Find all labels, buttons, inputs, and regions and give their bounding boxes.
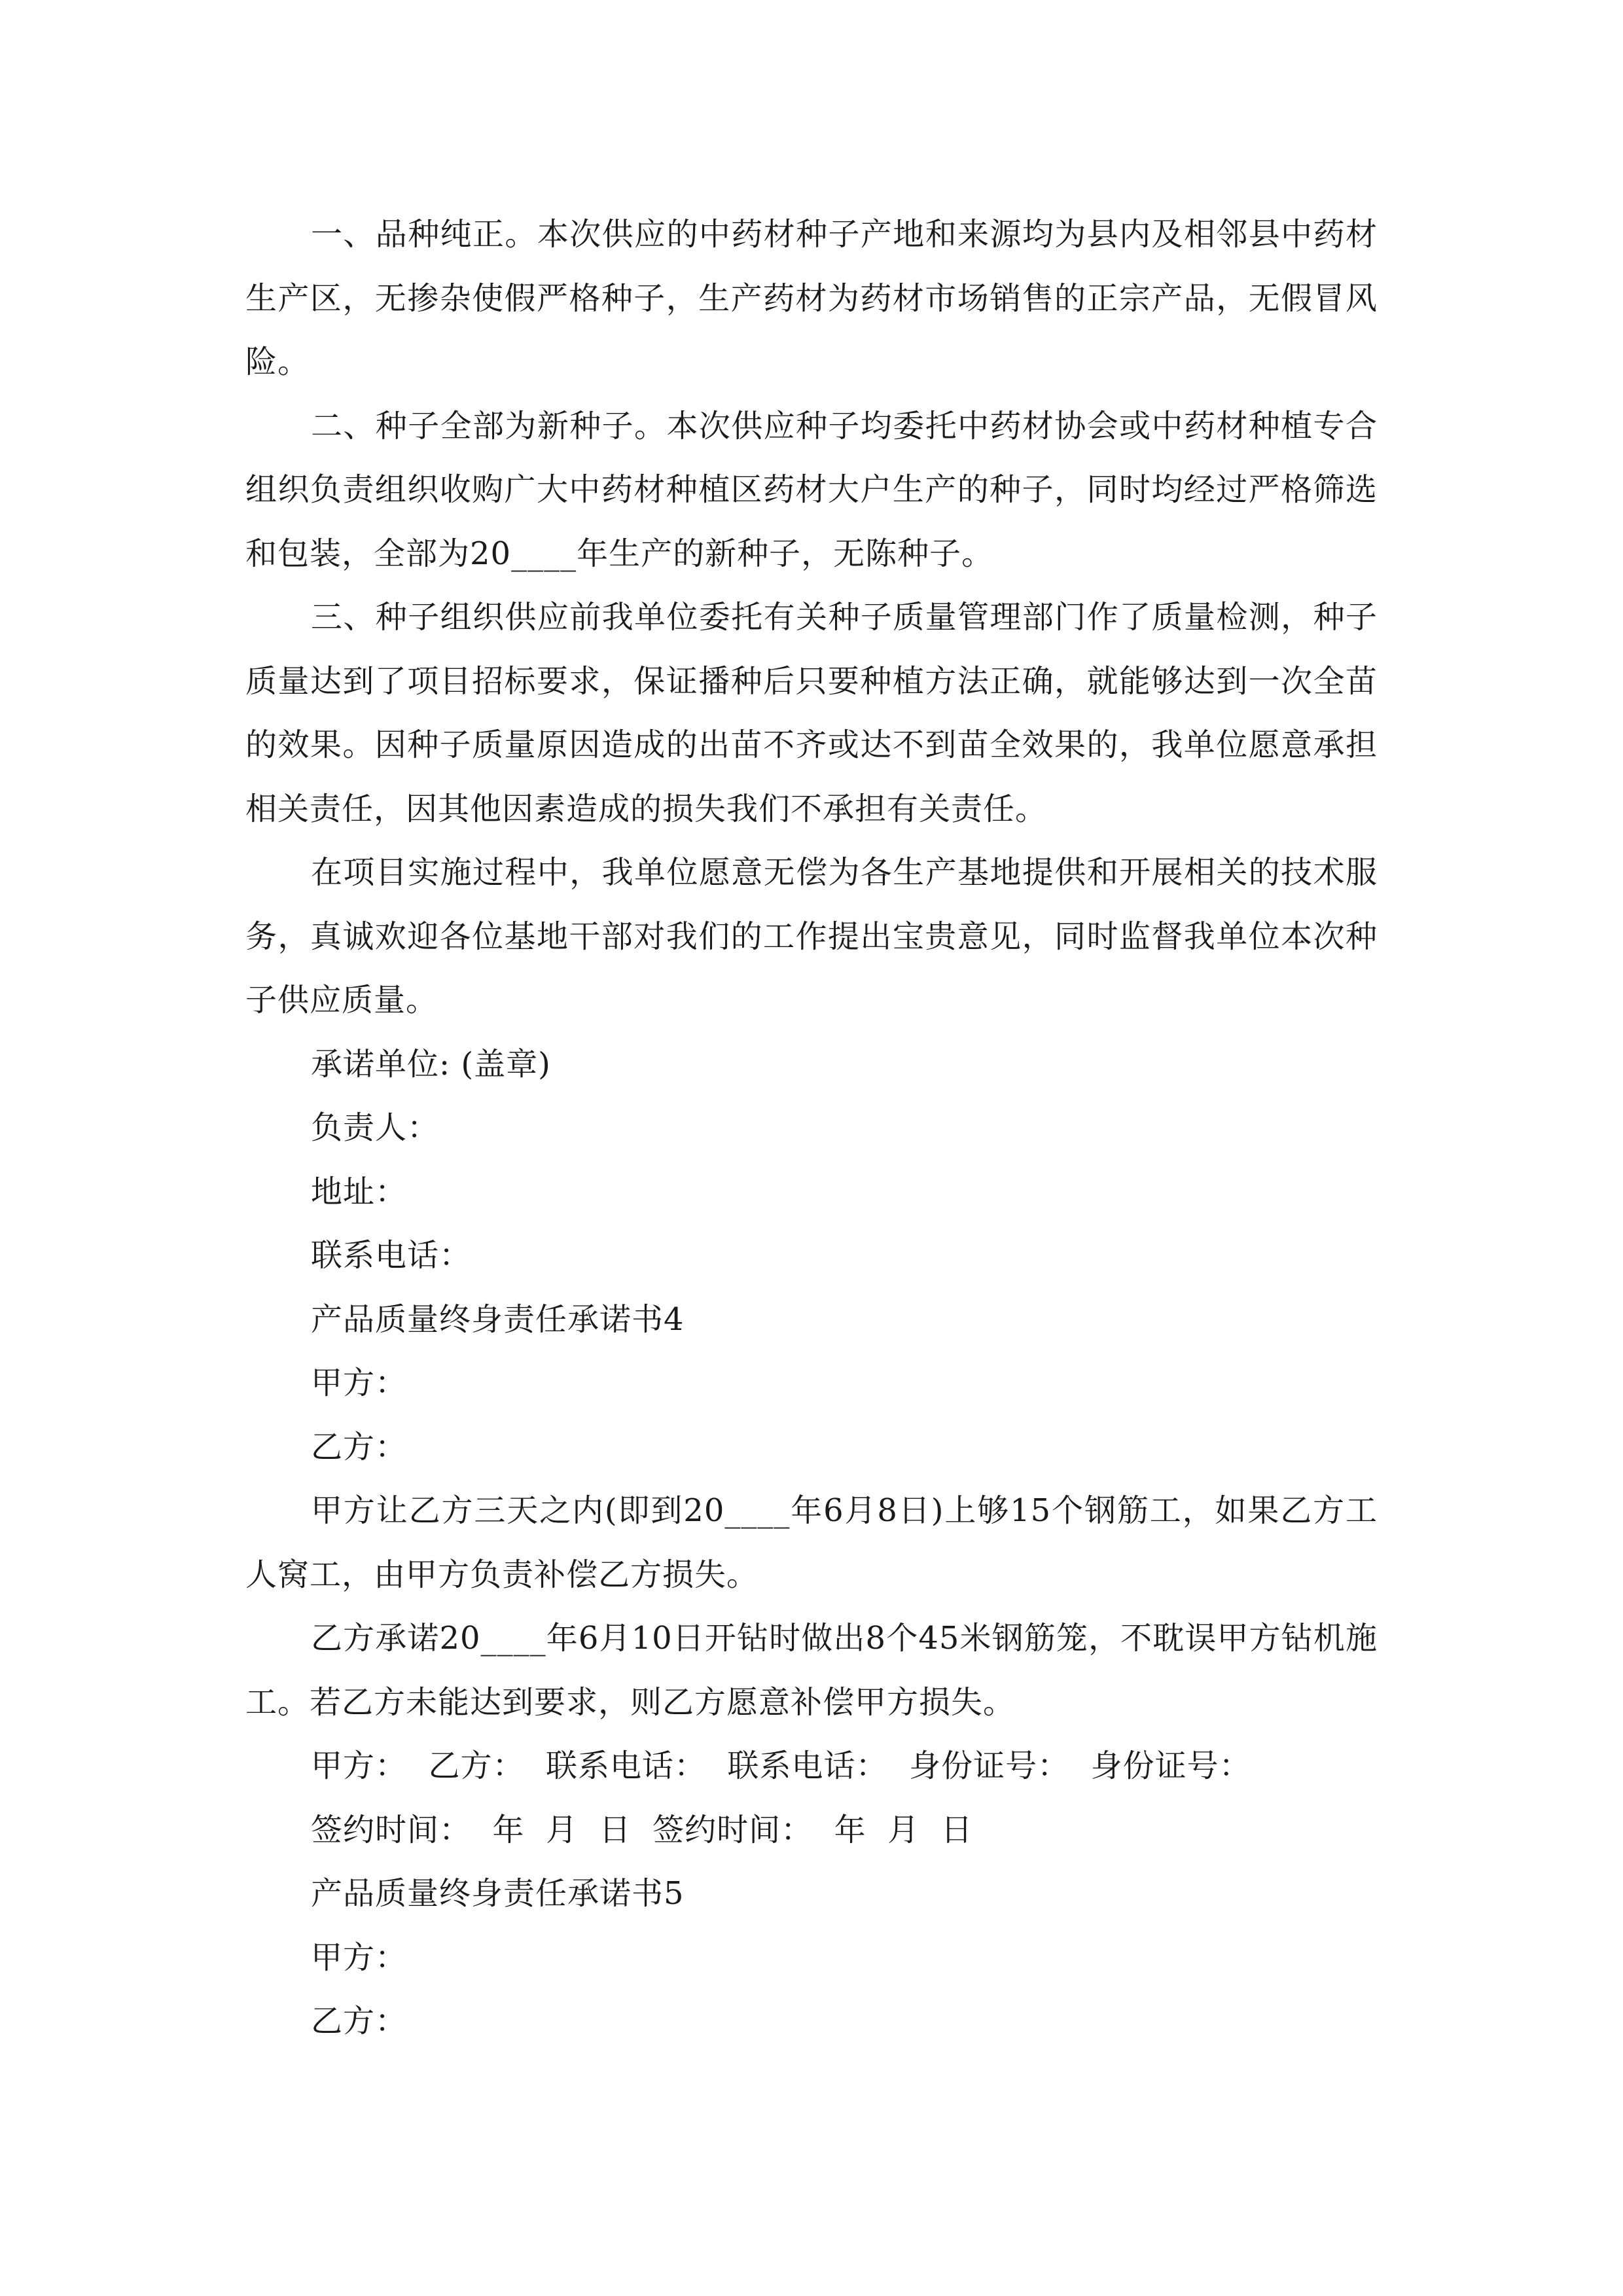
section-5-title: 产品质量终身责任承诺书5 [311, 1875, 685, 1912]
section-4-party-a: 甲方： [311, 1365, 408, 1401]
section-5-party-a: 甲方： [311, 1939, 408, 1976]
section-4-party-b: 乙方： [311, 1428, 408, 1465]
promising-unit-label: 承诺单位: (盖章) [311, 1045, 551, 1083]
paragraph-new-seeds: 二、种子全部为新种子。本次供应种子均委托中药材协会或中药材种植专合组织负责组织收购广大中药材种植区药材大户生产的种子，同时均经过严格筛选和包装，全部为20____年生产的新种子，无陈种子。 [245, 407, 1378, 572]
responsible-person-label: 负责人： [311, 1109, 440, 1146]
section-5-party-b: 乙方： [311, 2003, 408, 2039]
phone-label: 联系电话： [311, 1237, 472, 1274]
paragraph-variety-purity: 一、品种纯正。本次供应的中药材种子产地和来源均为县内及相邻县中药材生产区，无掺杂使假严格种子，生产药材为药材市场销售的正宗产品，无假冒风险。 [245, 216, 1378, 380]
section-4-date-line: 签约时间： 年 月 日 签约时间： 年 月 日 [311, 1811, 973, 1848]
section-4-paragraph-rebar-cages: 乙方承诺20____年6月10日开钻时做出8个45米钢筋笼，不耽误甲方钻机施工。若乙方未能达到要求，则乙方愿意补偿甲方损失。 [245, 1620, 1378, 1721]
section-4-paragraph-workers: 甲方让乙方三天之内(即到20____年6月8日)上够15个钢筋工，如果乙方工人窝工，由甲方负责补偿乙方损失。 [245, 1492, 1378, 1593]
section-4-signature-line: 甲方： 乙方： 联系电话： 联系电话： 身份证号： 身份证号： [311, 1748, 1251, 1784]
address-label: 地址： [311, 1173, 408, 1210]
document-body [245, 203, 1378, 2054]
section-4-title: 产品质量终身责任承诺书4 [311, 1300, 685, 1338]
paragraph-technical-service: 在项目实施过程中，我单位愿意无偿为各生产基地提供和开展相关的技术服务，真诚欢迎各位基地干部对我们的工作提出宝贵意见，同时监督我单位本次种子供应质量。 [245, 854, 1378, 1018]
paragraph-quality-inspection: 三、种子组织供应前我单位委托有关种子质量管理部门作了质量检测，种子质量达到了项目招标要求，保证播种后只要种植方法正确，就能够达到一次全苗的效果。因种子质量原因造成的出苗不齐或达不到苗全效果的，我单位愿意承担相关责任，因其他因素造成的损失我们不承担有关责任。 [245, 599, 1378, 827]
